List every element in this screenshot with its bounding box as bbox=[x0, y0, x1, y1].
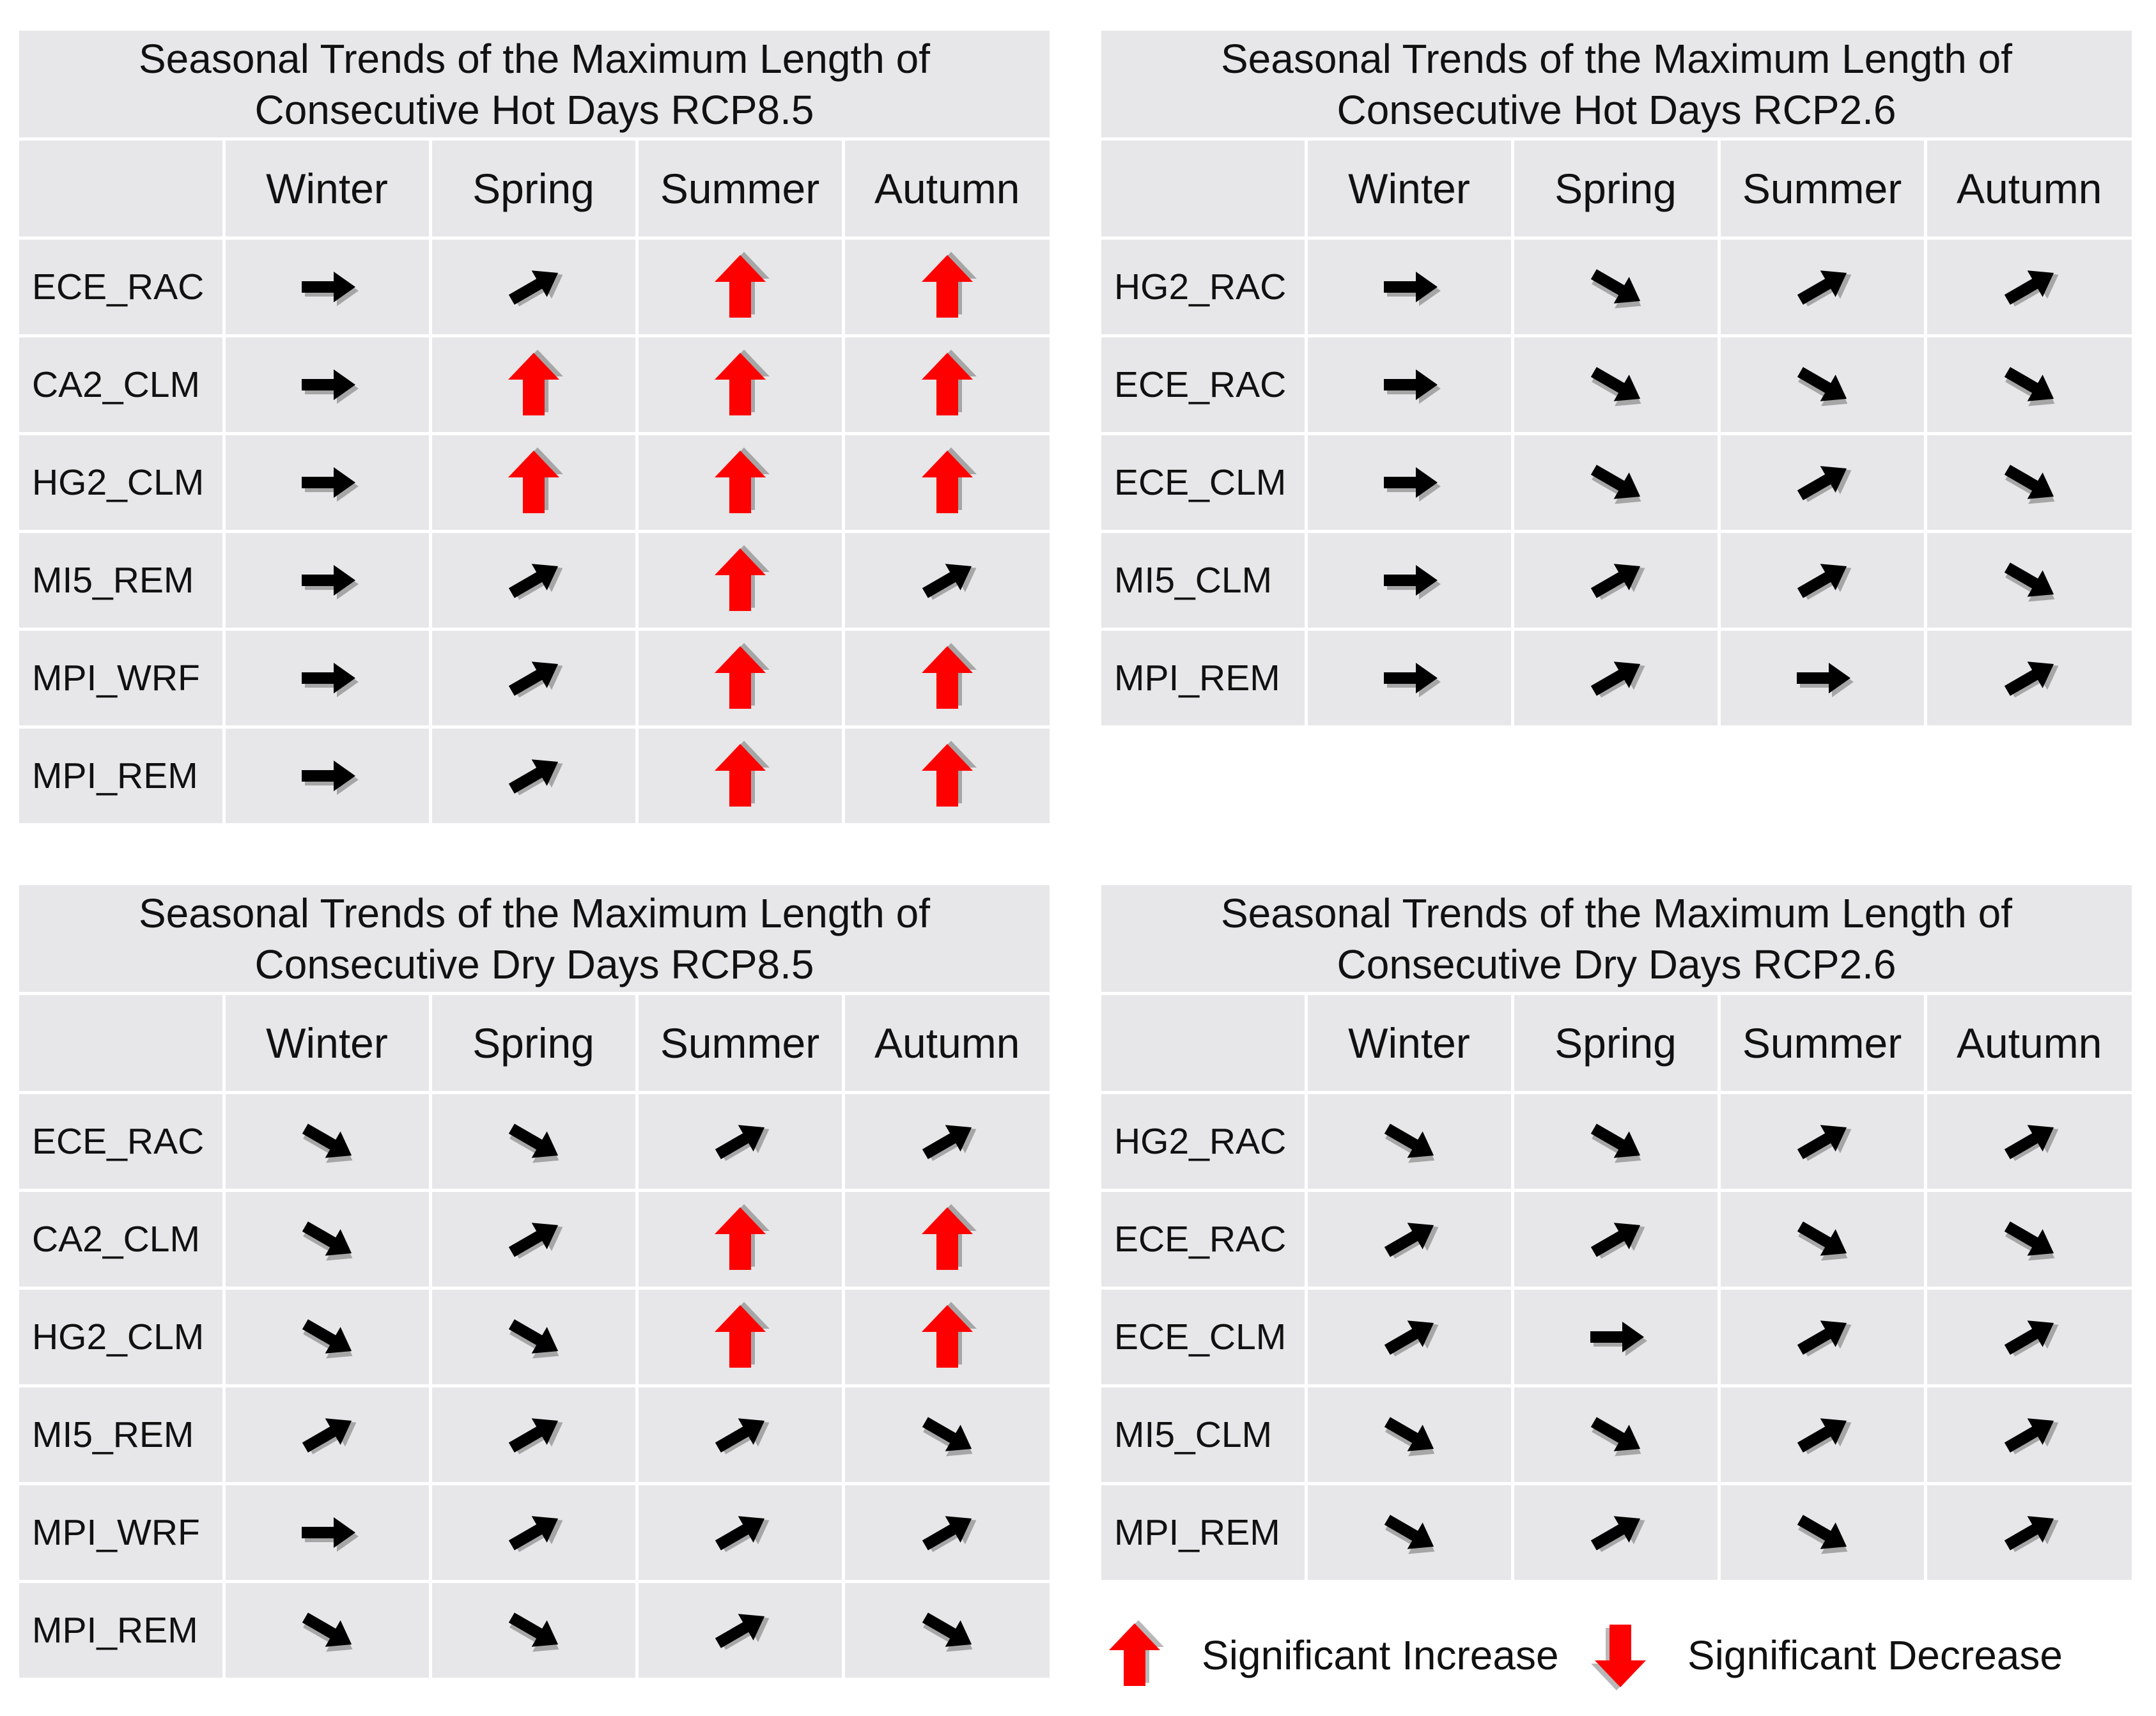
table-row bbox=[1101, 630, 2132, 727]
right-arrow-icon bbox=[1368, 245, 1451, 329]
trend-cell bbox=[430, 1484, 637, 1582]
column-header-spring: Spring bbox=[430, 995, 637, 1093]
column-header-autumn: Autumn bbox=[843, 141, 1050, 238]
trend-cell bbox=[1719, 1386, 1925, 1484]
column-header-winter: Winter bbox=[224, 141, 430, 238]
arrow-shape bbox=[508, 451, 559, 513]
right-arrow-icon bbox=[1368, 637, 1451, 720]
arrow-shape bbox=[1595, 1625, 1646, 1687]
up-right-arrow-icon bbox=[1781, 1393, 1864, 1476]
model-label: MPI_REM bbox=[19, 727, 224, 825]
arrow-shape bbox=[922, 1207, 973, 1270]
trend-cell bbox=[843, 1582, 1050, 1680]
trend-table bbox=[1101, 995, 2132, 1583]
down-right-arrow-icon bbox=[1781, 343, 1864, 426]
panel-title-line2: Consecutive Hot Days RCP8.5 bbox=[254, 86, 814, 133]
trend-cell bbox=[843, 1191, 1050, 1288]
up-right-arrow-icon bbox=[492, 1491, 575, 1574]
table-row bbox=[19, 630, 1050, 727]
trend-cell bbox=[430, 336, 637, 434]
right-arrow-icon bbox=[286, 539, 369, 622]
column-header-summer: Summer bbox=[1719, 995, 1925, 1093]
up-right-arrow-icon bbox=[906, 1100, 989, 1183]
header-corner-cell bbox=[1101, 141, 1306, 238]
red-up-arrow-icon bbox=[906, 441, 989, 524]
up-right-arrow-icon bbox=[492, 734, 575, 817]
red-up-arrow-icon bbox=[699, 1295, 782, 1379]
panel-title-line2: Consecutive Dry Days RCP8.5 bbox=[254, 941, 814, 987]
trend-cell bbox=[1306, 336, 1512, 434]
trend-cell bbox=[843, 434, 1050, 532]
red-up-arrow-icon bbox=[699, 343, 782, 426]
model-label: MPI_REM bbox=[1101, 1484, 1306, 1582]
down-right-arrow-icon bbox=[1574, 1393, 1657, 1476]
down-right-arrow-icon bbox=[286, 1198, 369, 1281]
up-right-arrow-icon bbox=[492, 1393, 575, 1476]
trend-cell bbox=[224, 434, 430, 532]
up-right-arrow-icon bbox=[699, 1491, 782, 1574]
trend-cell bbox=[1925, 434, 2132, 532]
right-arrow-icon bbox=[286, 343, 369, 426]
up-right-arrow-icon bbox=[699, 1589, 782, 1672]
panel-dry-days-rcp26 bbox=[1101, 885, 2132, 1583]
right-arrow-icon bbox=[286, 637, 369, 720]
trend-cell bbox=[224, 1386, 430, 1484]
red-up-arrow-icon bbox=[699, 637, 782, 720]
table-row bbox=[1101, 532, 2132, 630]
trend-cell bbox=[1306, 1386, 1512, 1484]
header-row bbox=[19, 995, 1050, 1093]
trend-cell bbox=[1925, 1484, 2132, 1582]
table-row bbox=[1101, 238, 2132, 336]
trend-cell bbox=[1719, 1484, 1925, 1582]
down-right-arrow-icon bbox=[1368, 1491, 1451, 1574]
trend-cell bbox=[843, 630, 1050, 727]
down-right-arrow-icon bbox=[906, 1589, 989, 1672]
trend-cell bbox=[1719, 532, 1925, 630]
trend-cell bbox=[1306, 1484, 1512, 1582]
up-right-arrow-icon bbox=[492, 245, 575, 329]
up-right-arrow-icon bbox=[1574, 1198, 1657, 1281]
trend-cell bbox=[1719, 1288, 1925, 1386]
trend-cell bbox=[224, 532, 430, 630]
down-right-arrow-icon bbox=[1574, 343, 1657, 426]
trend-cell bbox=[637, 1386, 843, 1484]
up-right-arrow-icon bbox=[1988, 245, 2071, 329]
table-row bbox=[19, 1484, 1050, 1582]
trend-cell bbox=[1925, 1093, 2132, 1191]
arrow-shape bbox=[922, 451, 973, 513]
red-up-arrow-icon bbox=[699, 245, 782, 329]
header-corner-cell bbox=[19, 141, 224, 238]
column-header-summer: Summer bbox=[637, 141, 843, 238]
up-right-arrow-icon bbox=[1574, 637, 1657, 720]
trend-cell bbox=[430, 238, 637, 336]
trend-cell bbox=[430, 1582, 637, 1680]
panel-title bbox=[19, 31, 1050, 141]
up-right-arrow-icon bbox=[1574, 1491, 1657, 1574]
panel-hot-days-rcp26 bbox=[1101, 31, 2132, 729]
arrow-shape bbox=[922, 744, 973, 807]
header-corner-cell bbox=[19, 995, 224, 1093]
down-right-arrow-icon bbox=[1988, 1198, 2071, 1281]
model-label: CA2_CLM bbox=[19, 1191, 224, 1288]
trend-cell bbox=[843, 336, 1050, 434]
trend-cell bbox=[1719, 1093, 1925, 1191]
model-label: HG2_RAC bbox=[1101, 238, 1306, 336]
model-label: MI5_CLM bbox=[1101, 1386, 1306, 1484]
right-arrow-icon bbox=[286, 441, 369, 524]
trend-cell bbox=[430, 1191, 637, 1288]
table-row bbox=[19, 1582, 1050, 1680]
down-right-arrow-icon bbox=[492, 1589, 575, 1672]
legend-item-significant-decrease bbox=[1579, 1611, 2063, 1700]
arrow-shape bbox=[922, 646, 973, 709]
column-header-autumn: Autumn bbox=[843, 995, 1050, 1093]
down-right-arrow-icon bbox=[1574, 1100, 1657, 1183]
trend-cell bbox=[1512, 630, 1719, 727]
down-right-arrow-icon bbox=[1988, 539, 2071, 622]
legend-item-significant-increase bbox=[1093, 1611, 1559, 1700]
up-right-arrow-icon bbox=[1781, 539, 1864, 622]
header-corner-cell bbox=[1101, 995, 1306, 1093]
table-row bbox=[1101, 434, 2132, 532]
down-right-arrow-icon bbox=[1781, 1198, 1864, 1281]
table-row bbox=[1101, 1386, 2132, 1484]
trend-cell bbox=[1306, 1093, 1512, 1191]
red-up-arrow-icon bbox=[492, 343, 575, 426]
model-label: MI5_REM bbox=[19, 1386, 224, 1484]
trend-cell bbox=[637, 434, 843, 532]
trend-cell bbox=[430, 1093, 637, 1191]
trend-cell bbox=[1512, 1288, 1719, 1386]
trend-cell bbox=[1925, 532, 2132, 630]
trend-cell bbox=[843, 1288, 1050, 1386]
column-header-winter: Winter bbox=[224, 995, 430, 1093]
model-label: MI5_REM bbox=[19, 532, 224, 630]
up-right-arrow-icon bbox=[492, 637, 575, 720]
arrow-shape bbox=[922, 353, 973, 415]
down-right-arrow-icon bbox=[1574, 441, 1657, 524]
panel-hot-days-rcp85 bbox=[19, 31, 1050, 826]
up-right-arrow-icon bbox=[1368, 1295, 1451, 1379]
trend-cell bbox=[1512, 1386, 1719, 1484]
table-row bbox=[1101, 1288, 2132, 1386]
red-up-arrow-icon bbox=[906, 1295, 989, 1379]
column-header-spring: Spring bbox=[430, 141, 637, 238]
up-right-arrow-icon bbox=[1368, 1198, 1451, 1281]
down-right-arrow-icon bbox=[1368, 1393, 1451, 1476]
model-label: HG2_RAC bbox=[1101, 1093, 1306, 1191]
trend-cell bbox=[224, 630, 430, 727]
model-label: HG2_CLM bbox=[19, 434, 224, 532]
arrow-shape bbox=[715, 744, 766, 807]
trend-cell bbox=[224, 1484, 430, 1582]
trend-cell bbox=[1306, 532, 1512, 630]
table-row bbox=[19, 1386, 1050, 1484]
model-label: ECE_CLM bbox=[1101, 434, 1306, 532]
up-right-arrow-icon bbox=[1988, 1393, 2071, 1476]
trend-table bbox=[19, 141, 1050, 826]
down-right-arrow-icon bbox=[1368, 1100, 1451, 1183]
column-header-summer: Summer bbox=[1719, 141, 1925, 238]
model-label: ECE_RAC bbox=[19, 238, 224, 336]
trend-cell bbox=[843, 727, 1050, 825]
column-header-winter: Winter bbox=[1306, 995, 1512, 1093]
table-row bbox=[19, 532, 1050, 630]
panel-dry-days-rcp85 bbox=[19, 885, 1050, 1681]
up-right-arrow-icon bbox=[1988, 637, 2071, 720]
model-label: ECE_RAC bbox=[19, 1093, 224, 1191]
table-row bbox=[1101, 1093, 2132, 1191]
arrow-shape bbox=[715, 451, 766, 513]
trend-cell bbox=[1925, 630, 2132, 727]
down-right-arrow-icon bbox=[1988, 343, 2071, 426]
model-label: ECE_RAC bbox=[1101, 1191, 1306, 1288]
trend-cell bbox=[1512, 238, 1719, 336]
trend-cell bbox=[1719, 336, 1925, 434]
red-down-arrow-icon bbox=[1579, 1614, 1662, 1697]
trend-cell bbox=[1512, 532, 1719, 630]
trend-cell bbox=[430, 532, 637, 630]
up-right-arrow-icon bbox=[286, 1393, 369, 1476]
panel-title bbox=[1101, 885, 2132, 995]
column-header-spring: Spring bbox=[1512, 995, 1719, 1093]
right-arrow-icon bbox=[286, 245, 369, 329]
down-right-arrow-icon bbox=[1781, 1491, 1864, 1574]
down-right-arrow-icon bbox=[1988, 441, 2071, 524]
down-right-arrow-icon bbox=[286, 1100, 369, 1183]
arrow-shape bbox=[922, 1305, 973, 1368]
down-right-arrow-icon bbox=[286, 1589, 369, 1672]
trend-cell bbox=[1512, 1093, 1719, 1191]
trend-table bbox=[19, 995, 1050, 1681]
column-header-spring: Spring bbox=[1512, 141, 1719, 238]
model-label: HG2_CLM bbox=[19, 1288, 224, 1386]
trend-cell bbox=[1306, 1288, 1512, 1386]
trend-cell bbox=[1719, 630, 1925, 727]
arrow-shape bbox=[1109, 1623, 1160, 1686]
legend-label-increase: Significant Increase bbox=[1202, 1632, 1559, 1678]
trend-cell bbox=[637, 1484, 843, 1582]
red-up-arrow-icon bbox=[699, 539, 782, 622]
column-header-autumn: Autumn bbox=[1925, 995, 2132, 1093]
red-up-arrow-icon bbox=[1093, 1614, 1176, 1697]
trend-cell bbox=[637, 1191, 843, 1288]
red-up-arrow-icon bbox=[699, 734, 782, 817]
table-row bbox=[19, 1093, 1050, 1191]
trend-cell bbox=[1925, 238, 2132, 336]
right-arrow-icon bbox=[1574, 1295, 1657, 1379]
trend-cell bbox=[843, 1484, 1050, 1582]
right-arrow-icon bbox=[286, 734, 369, 817]
trend-cell bbox=[1306, 238, 1512, 336]
arrow-shape bbox=[508, 353, 559, 415]
arrow-shape bbox=[715, 646, 766, 709]
header-row bbox=[1101, 995, 2132, 1093]
right-arrow-icon bbox=[1368, 441, 1451, 524]
table-row bbox=[19, 238, 1050, 336]
table-row bbox=[19, 1191, 1050, 1288]
model-label: MPI_WRF bbox=[19, 1484, 224, 1582]
table-row bbox=[19, 1288, 1050, 1386]
trend-cell bbox=[1512, 434, 1719, 532]
red-up-arrow-icon bbox=[492, 441, 575, 524]
table-row bbox=[19, 434, 1050, 532]
up-right-arrow-icon bbox=[492, 539, 575, 622]
up-right-arrow-icon bbox=[699, 1393, 782, 1476]
red-up-arrow-icon bbox=[906, 734, 989, 817]
trend-cell bbox=[1512, 336, 1719, 434]
red-up-arrow-icon bbox=[699, 441, 782, 524]
trend-cell bbox=[224, 1191, 430, 1288]
trend-cell bbox=[1512, 1191, 1719, 1288]
trend-cell bbox=[637, 1582, 843, 1680]
table-row bbox=[1101, 1484, 2132, 1582]
panel-title bbox=[1101, 31, 2132, 141]
trend-cell bbox=[224, 1582, 430, 1680]
trend-cell bbox=[1306, 434, 1512, 532]
trend-cell bbox=[430, 727, 637, 825]
down-right-arrow-icon bbox=[1574, 245, 1657, 329]
arrow-shape bbox=[715, 353, 766, 415]
model-label: CA2_CLM bbox=[19, 336, 224, 434]
trend-cell bbox=[1719, 434, 1925, 532]
model-label: MPI_WRF bbox=[19, 630, 224, 727]
up-right-arrow-icon bbox=[1781, 441, 1864, 524]
up-right-arrow-icon bbox=[699, 1100, 782, 1183]
trend-cell bbox=[430, 1386, 637, 1484]
arrow-shape bbox=[715, 255, 766, 318]
up-right-arrow-icon bbox=[1574, 539, 1657, 622]
trend-table bbox=[1101, 141, 2132, 729]
panel-title-line1: Seasonal Trends of the Maximum Length of bbox=[138, 890, 931, 936]
up-right-arrow-icon bbox=[1988, 1100, 2071, 1183]
down-right-arrow-icon bbox=[492, 1295, 575, 1379]
trend-cell bbox=[430, 1288, 637, 1386]
trend-cell bbox=[1925, 1191, 2132, 1288]
down-right-arrow-icon bbox=[286, 1295, 369, 1379]
down-right-arrow-icon bbox=[492, 1100, 575, 1183]
panel-title-line2: Consecutive Dry Days RCP2.6 bbox=[1337, 941, 1896, 987]
trend-cell bbox=[843, 1093, 1050, 1191]
red-up-arrow-icon bbox=[906, 1198, 989, 1281]
arrow-shape bbox=[715, 548, 766, 611]
down-right-arrow-icon bbox=[906, 1393, 989, 1476]
trend-cell bbox=[637, 238, 843, 336]
trend-cell bbox=[224, 727, 430, 825]
trend-cell bbox=[1306, 1191, 1512, 1288]
header-row bbox=[1101, 141, 2132, 238]
right-arrow-icon bbox=[286, 1491, 369, 1574]
trend-cell bbox=[1925, 1386, 2132, 1484]
trend-cell bbox=[430, 434, 637, 532]
trend-cell bbox=[1719, 238, 1925, 336]
trend-cell bbox=[224, 238, 430, 336]
trend-cell bbox=[637, 630, 843, 727]
trend-cell bbox=[637, 532, 843, 630]
right-arrow-icon bbox=[1368, 539, 1451, 622]
trend-cell bbox=[1719, 1191, 1925, 1288]
up-right-arrow-icon bbox=[1781, 245, 1864, 329]
table-row bbox=[1101, 336, 2132, 434]
trend-cell bbox=[1925, 336, 2132, 434]
trend-cell bbox=[843, 1386, 1050, 1484]
panel-title-line2: Consecutive Hot Days RCP2.6 bbox=[1337, 86, 1896, 133]
column-header-autumn: Autumn bbox=[1925, 141, 2132, 238]
legend-label-decrease: Significant Decrease bbox=[1687, 1632, 2063, 1678]
panel-title-line1: Seasonal Trends of the Maximum Length of bbox=[1220, 890, 2013, 936]
red-up-arrow-icon bbox=[906, 637, 989, 720]
panel-title-line1: Seasonal Trends of the Maximum Length of bbox=[138, 35, 931, 82]
up-right-arrow-icon bbox=[906, 1491, 989, 1574]
trend-cell bbox=[843, 532, 1050, 630]
panel-title-line1: Seasonal Trends of the Maximum Length of bbox=[1220, 35, 2013, 82]
up-right-arrow-icon bbox=[1988, 1491, 2071, 1574]
arrow-shape bbox=[715, 1207, 766, 1270]
trend-cell bbox=[1306, 630, 1512, 727]
red-up-arrow-icon bbox=[699, 1198, 782, 1281]
right-arrow-icon bbox=[1368, 343, 1451, 426]
model-label: MPI_REM bbox=[19, 1582, 224, 1680]
header-row bbox=[19, 141, 1050, 238]
up-right-arrow-icon bbox=[1988, 1295, 2071, 1379]
column-header-summer: Summer bbox=[637, 995, 843, 1093]
model-label: MI5_CLM bbox=[1101, 532, 1306, 630]
up-right-arrow-icon bbox=[906, 539, 989, 622]
red-up-arrow-icon bbox=[906, 245, 989, 329]
arrow-shape bbox=[715, 1305, 766, 1368]
up-right-arrow-icon bbox=[1781, 1295, 1864, 1379]
up-right-arrow-icon bbox=[492, 1198, 575, 1281]
panel-title bbox=[19, 885, 1050, 995]
legend bbox=[1093, 1611, 2148, 1700]
trend-cell bbox=[637, 727, 843, 825]
model-label: MPI_REM bbox=[1101, 630, 1306, 727]
up-right-arrow-icon bbox=[1781, 1100, 1864, 1183]
trend-cell bbox=[224, 1288, 430, 1386]
trend-cell bbox=[843, 238, 1050, 336]
trend-cell bbox=[637, 336, 843, 434]
trend-cell bbox=[637, 1093, 843, 1191]
trend-cell bbox=[1512, 1484, 1719, 1582]
table-row bbox=[19, 336, 1050, 434]
right-arrow-icon bbox=[1781, 637, 1864, 720]
table-row bbox=[1101, 1191, 2132, 1288]
trend-cell bbox=[224, 336, 430, 434]
trend-cell bbox=[224, 1093, 430, 1191]
trend-cell bbox=[1925, 1288, 2132, 1386]
trend-cell bbox=[637, 1288, 843, 1386]
column-header-winter: Winter bbox=[1306, 141, 1512, 238]
table-row bbox=[19, 727, 1050, 825]
model-label: ECE_CLM bbox=[1101, 1288, 1306, 1386]
trend-cell bbox=[430, 630, 637, 727]
model-label: ECE_RAC bbox=[1101, 336, 1306, 434]
arrow-shape bbox=[922, 255, 973, 318]
red-up-arrow-icon bbox=[906, 343, 989, 426]
